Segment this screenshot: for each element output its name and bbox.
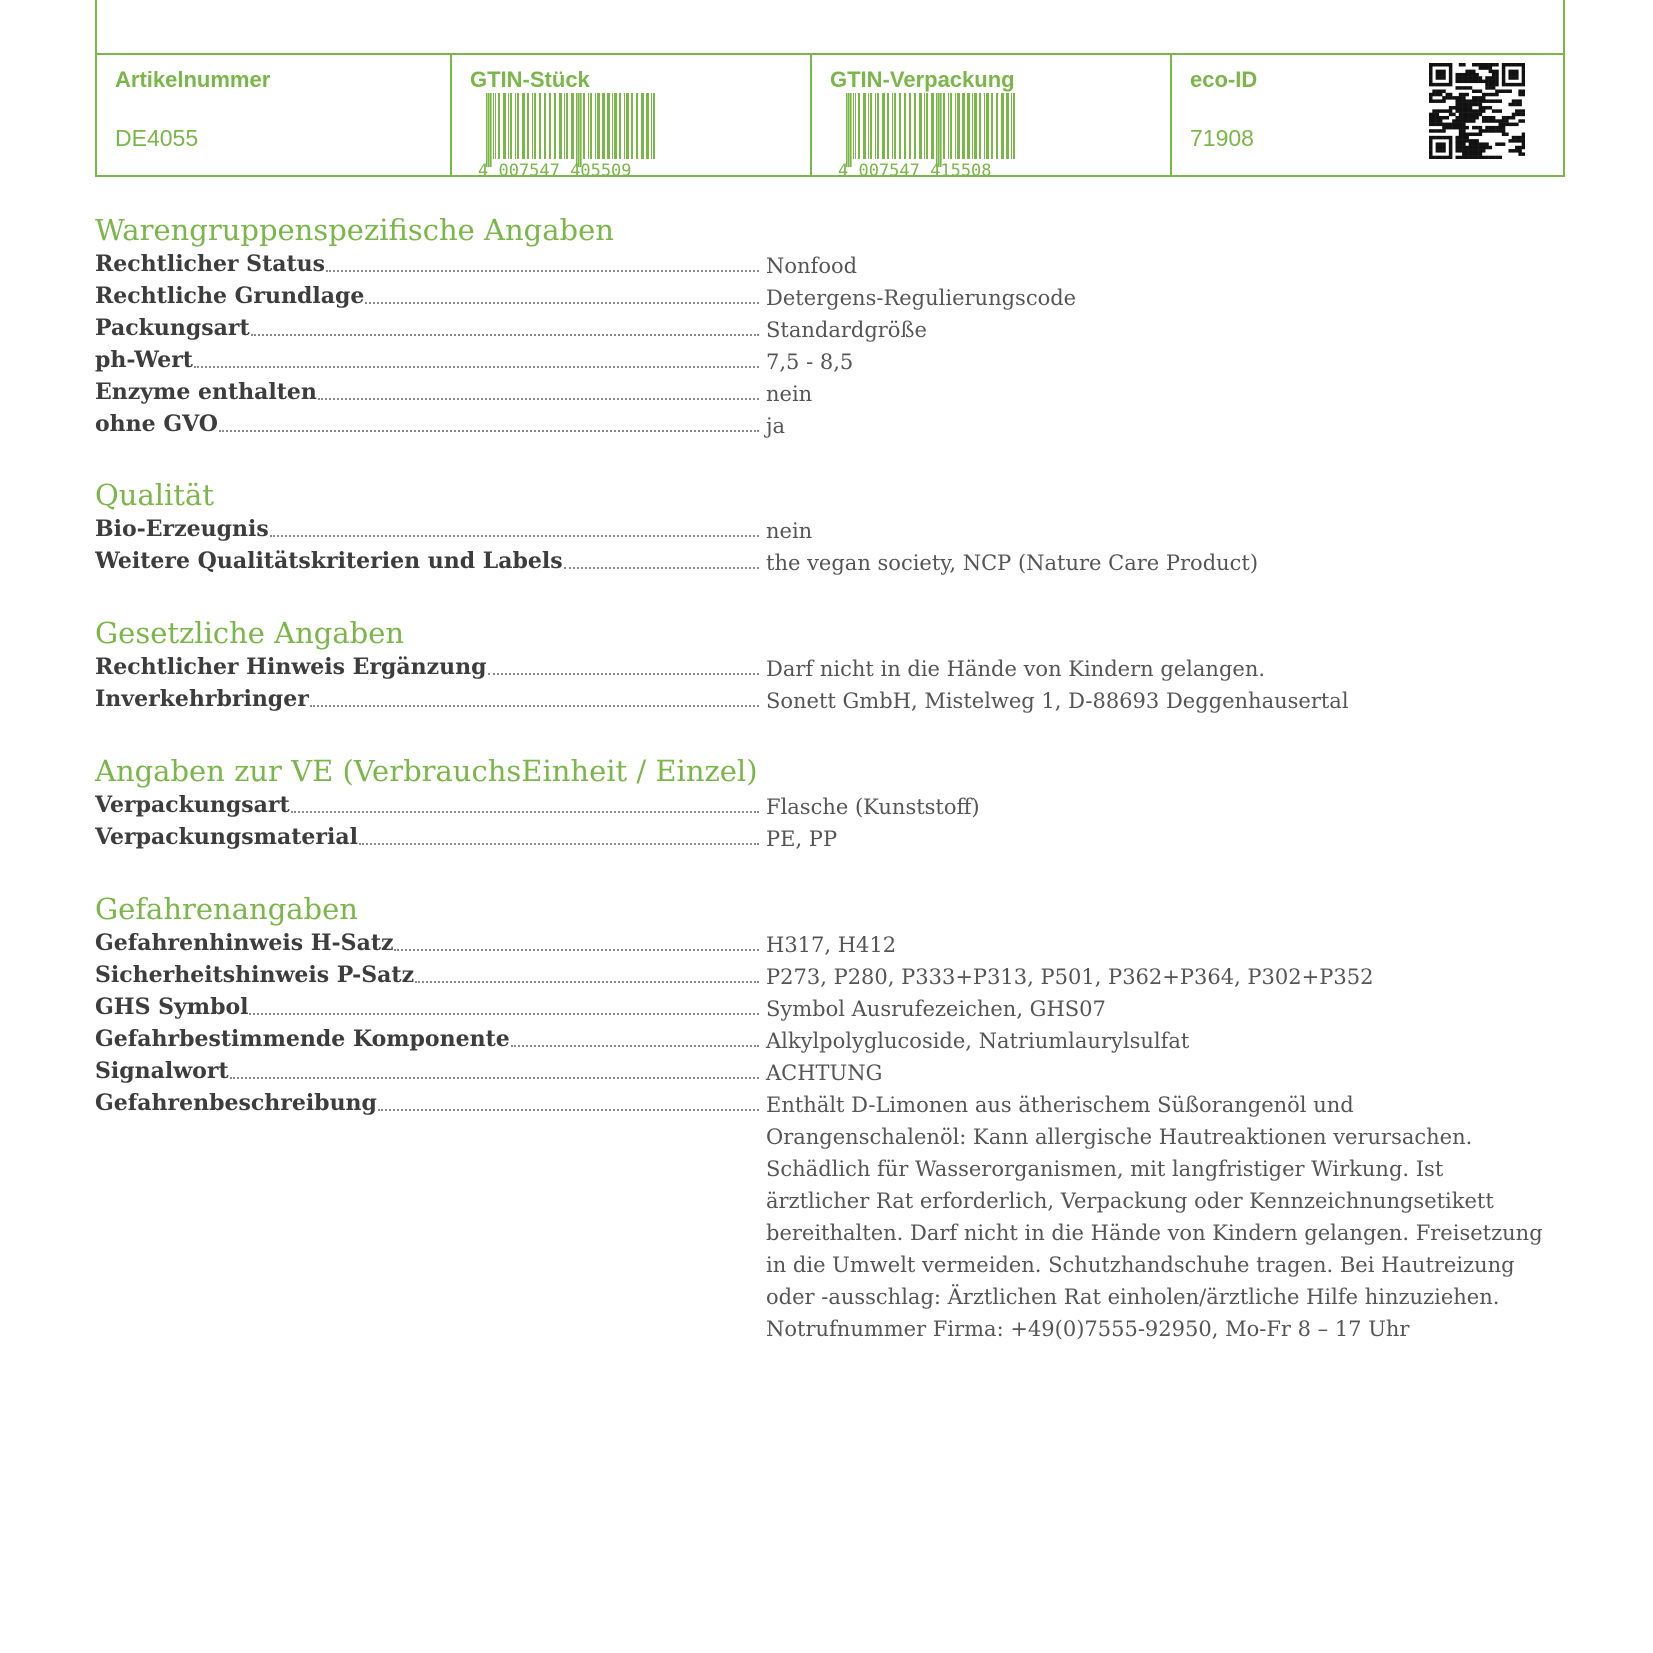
table-row (95, 511, 1565, 543)
row-value: Standardgröße (766, 318, 927, 342)
table-row (95, 374, 1565, 406)
gtin-stueck-label: GTIN-Stück (470, 67, 590, 92)
section-title: Qualität (95, 478, 214, 512)
row-value: Sonett GmbH, Mistelweg 1, D-88693 Deggenhausertal (766, 689, 1349, 713)
qr-code-icon (1429, 63, 1525, 159)
row-label: Rechtliche Grundlage (95, 283, 365, 309)
eco-id-value: 71908 (1190, 125, 1254, 151)
table-row (95, 649, 1565, 681)
table-row (95, 1053, 1565, 1085)
row-label: Bio-Erzeugnis (95, 516, 269, 542)
section-gefahren (95, 891, 1565, 1341)
row-label: Inverkehrbringer (95, 686, 309, 712)
row-label: Packungsart (95, 315, 250, 341)
row-value: PE, PP (766, 827, 838, 851)
row-value: Flasche (Kunststoff) (766, 795, 980, 819)
table-row (95, 278, 1565, 310)
table-row (95, 1021, 1565, 1053)
eco-id-cell (1170, 55, 1563, 175)
table-row (95, 925, 1565, 957)
eco-id-label: eco-ID (1190, 67, 1258, 92)
row-label: Sicherheitshinweis P-Satz (95, 962, 415, 988)
product-id-row (97, 53, 1563, 181)
gtin-stueck-cell (450, 55, 810, 181)
row-label: Rechtlicher Status (95, 251, 326, 277)
gtin-verpackung-number: 4 007547 415508 (838, 161, 992, 181)
table-row (95, 1085, 1565, 1341)
row-label: GHS Symbol (95, 994, 249, 1020)
row-label: ph-Wert (95, 347, 193, 373)
row-value: Nonfood (766, 254, 858, 278)
section-qualitaet (95, 477, 1565, 575)
gtin-stueck-barcode (478, 93, 658, 186)
artikelnummer-label: Artikelnummer (115, 67, 271, 92)
row-value: Darf nicht in die Hände von Kindern gelangen. (766, 657, 1266, 681)
section-title: Gesetzliche Angaben (95, 616, 405, 650)
row-label: Rechtlicher Hinweis Ergänzung (95, 654, 487, 680)
row-value: Detergens-Regulierungscode (766, 286, 1077, 310)
row-value: ja (766, 414, 786, 438)
artikelnummer-cell (97, 55, 450, 175)
section-gesetzlich (95, 615, 1565, 713)
table-row (95, 681, 1565, 713)
row-label: Gefahrenbeschreibung (95, 1090, 377, 1116)
gtin-verpackung-barcode (838, 93, 1018, 186)
row-label: Enzyme enthalten (95, 379, 317, 405)
row-label: Weitere Qualitätskriterien und Labels (95, 548, 563, 574)
row-label: Signalwort (95, 1058, 229, 1084)
table-row (95, 957, 1565, 989)
product-id-box (95, 0, 1565, 181)
table-row (95, 543, 1565, 575)
row-value: 7,5 - 8,5 (766, 350, 854, 374)
row-label: Verpackungsart (95, 792, 290, 818)
row-label: ohne GVO (95, 411, 218, 437)
table-row (95, 787, 1565, 819)
row-label: Gefahrbestimmende Komponente (95, 1026, 510, 1052)
row-value: the vegan society, NCP (Nature Care Product) (766, 551, 1259, 575)
row-value: Alkylpolyglucoside, Natriumlaurylsulfat (766, 1029, 1190, 1053)
table-row (95, 406, 1565, 438)
table-row (95, 342, 1565, 374)
table-row (95, 819, 1565, 851)
table-row (95, 246, 1565, 278)
section-ve (95, 753, 1565, 851)
row-value: H317, H412 (766, 933, 897, 957)
gtin-verpackung-cell (810, 55, 1170, 181)
row-value: Symbol Ausrufezeichen, GHS07 (766, 997, 1106, 1021)
row-value: nein (766, 382, 813, 406)
table-row (95, 310, 1565, 342)
row-value: ACHTUNG (766, 1061, 883, 1085)
gtin-stueck-number: 4 007547 405509 (478, 161, 632, 181)
section-warengruppe (95, 212, 1565, 438)
section-title: Gefahrenangaben (95, 892, 358, 926)
section-title: Angaben zur VE (VerbrauchsEinheit / Einzel) (95, 754, 758, 788)
row-value: nein (766, 519, 813, 543)
artikelnummer-value: DE4055 (115, 125, 199, 151)
row-label: Gefahrenhinweis H-Satz (95, 930, 394, 956)
gtin-verpackung-label: GTIN-Verpackung (830, 67, 1015, 92)
section-title: Warengruppenspezifische Angaben (95, 213, 614, 247)
row-value: Enthält D-Limonen aus ätherischem Süßorangenöl und Orangenschalenöl: Kann allergische Hautreaktionen verursachen. Schädlich für Wasserorganismen, mit langfristiger Wirkung. Ist ärztlicher Rat erforderlich, Verpackung oder Kennzeichnungsetikett bereithalten. Darf nicht in die Hände von Kindern gelangen. Freisetzung in die Umwelt vermeiden. Schutzhandschuhe tragen. Bei Hautreizung oder -ausschlag: Ärztlichen Rat einholen/ärztliche Hilfe hinzuziehen. Notrufnummer Firma: +49(0)7555-92950, Mo-Fr 8 – 17 Uhr (766, 1093, 1543, 1341)
row-value: P273, P280, P333+P313, P501, P362+P364, P302+P352 (766, 965, 1374, 989)
row-label: Verpackungsmaterial (95, 824, 358, 850)
table-row (95, 989, 1565, 1021)
